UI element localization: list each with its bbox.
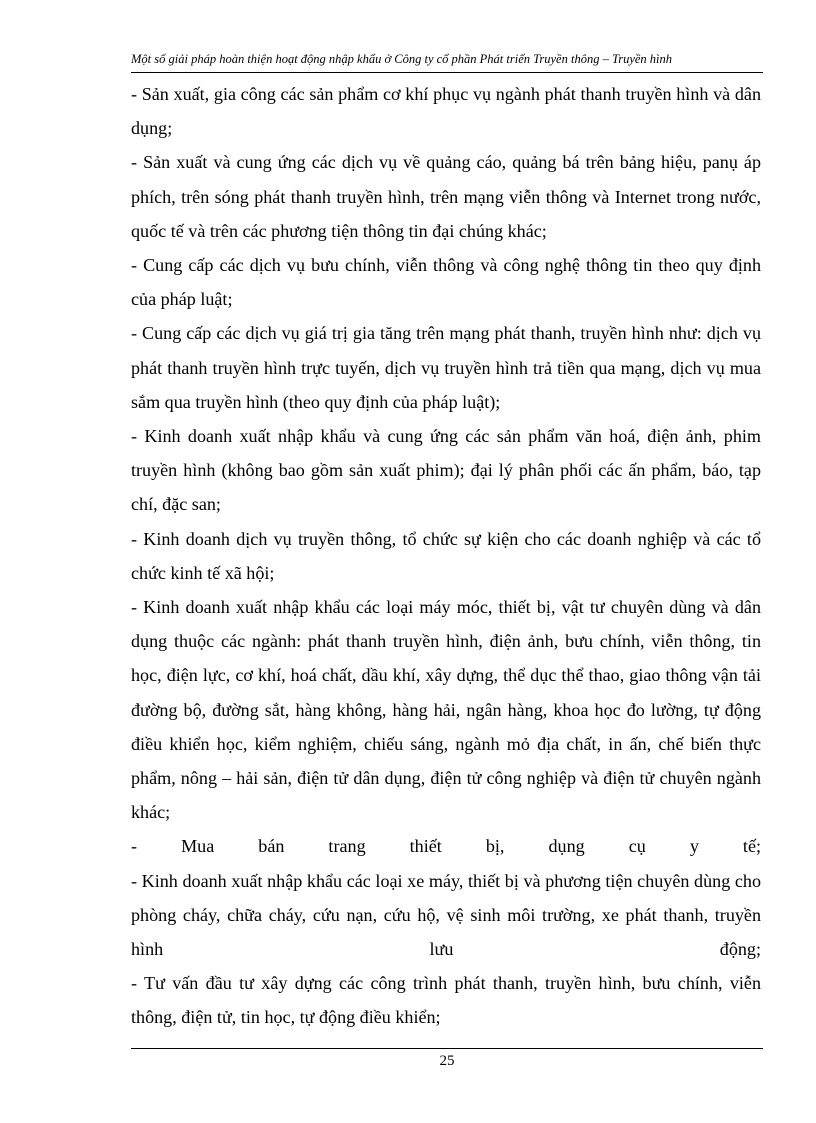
list-item: - Kinh doanh xuất nhập khẩu các loại máy móc, thiết bị, vật tư chuyên dùng và dân dụng thuộc các ngành: phát thanh truyền hình, điện ảnh, bưu chính, viễn thông, tin học, điện lực, cơ khí, hoá chất, dầu khí, xây dựng, thể dục thể thao, giao thông vận tải đường bộ, đường sắt, hàng không, hàng hải, ngân hàng, khoa học đo lường, tự động điều khiển học, kiểm nghiệm, chiếu sáng, ngành mỏ địa chất, in ấn, chế biến thực phẩm, nông – hải sản, điện tử dân dụng, điện tử công nghiệp và điện tử chuyên ngành khác; [131, 597, 761, 823]
page-number: 25 [439, 1053, 455, 1069]
list-item: - Sản xuất, gia công các sản phẩm cơ khí phục vụ ngành phát thanh truyền hình và dân dụng; [131, 84, 761, 139]
list-item: - Kinh doanh xuất nhập khẩu và cung ứng các sản phẩm văn hoá, điện ảnh, phim truyền hình (không bao gồm sản xuất phim); đại lý phân phối các ấn phẩm, báo, tạp chí, đặc san; [131, 426, 761, 515]
list-item: - Cung cấp các dịch vụ giá trị gia tăng trên mạng phát thanh, truyền hình như: dịch vụ phát thanh truyền hình trực tuyến, dịch vụ truyền hình trả tiền qua mạng, dịch vụ mua sắm qua truyền hình (theo quy định của pháp luật); [131, 323, 761, 412]
running-header: Một số giải pháp hoàn thiện hoạt động nhập khẩu ở Công ty cổ phần Phát triển Truyền thông – Truyền hình [131, 52, 673, 66]
list-item: - Cung cấp các dịch vụ bưu chính, viễn thông và công nghệ thông tin theo quy định của pháp luật; [131, 255, 761, 310]
list-item: - Kinh doanh dịch vụ truyền thông, tổ chức sự kiện cho các doanh nghiệp và các tổ chức kinh tế xã hội; [131, 528, 761, 583]
header-divider [131, 72, 763, 73]
list-item: - Tư vấn đầu tư xây dựng các công trình phát thanh, truyền hình, bưu chính, viễn thông, điện tử, tin học, tự động điều khiển; [131, 973, 761, 1028]
page-body [131, 77, 761, 1035]
list-item: - Sản xuất và cung ứng các dịch vụ về quảng cáo, quảng bá trên bảng hiệu, panụ áp phích, trên sóng phát thanh truyền hình, trên mạng viễn thông và Internet trong nước, quốc tế và trên các phương tiện thông tin đại chúng khác; [131, 152, 761, 241]
list-item: - Mua bán trang thiết bị, dụng cụ y tế; [131, 836, 761, 857]
list-item: - Kinh doanh xuất nhập khẩu các loại xe máy, thiết bị và phương tiện chuyên dùng cho phòng cháy, chữa cháy, cứu nạn, cứu hộ, vệ sinh môi trường, xe phát thanh, truyền hình lưu động; [131, 870, 761, 960]
footer-divider [131, 1048, 763, 1049]
